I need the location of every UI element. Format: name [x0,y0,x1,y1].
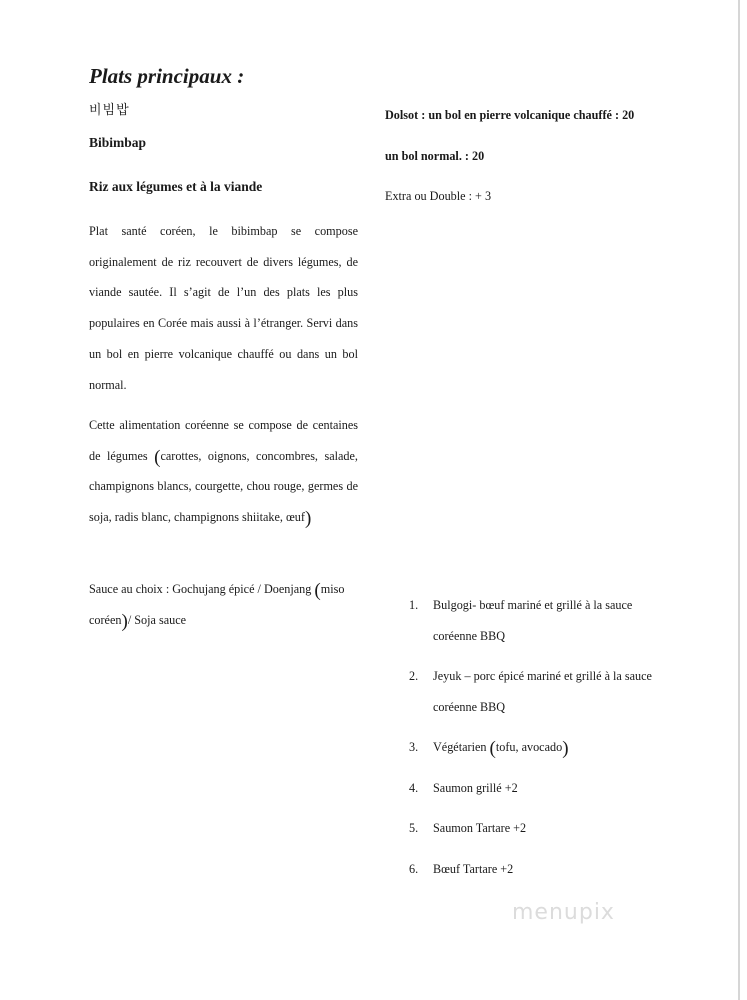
list-item [409,773,659,804]
watermark-logo: menupix [512,900,615,925]
page-edge [738,0,740,1000]
ingredients-intro: Cette alimentation coréenne se compose de centaines de légumes [89,418,358,463]
list-item [409,661,659,722]
paren-close: ) [304,508,312,530]
description-paragraph: Plat santé coréen, le bibimbap se compose originalement de riz recouvert de divers légumes, de viande sautée. Il s’agit de l’un des plats les plus populaires en Corée mais aussi à l’étranger. Servi dans un bol en pierre volcanique chauffé ou dans un bol normal. [89,224,358,392]
dish-name: Bibimbap [89,135,147,150]
meat-options-list [409,590,659,884]
item-number: 2. [409,669,419,683]
sauce-intro: Sauce au choix : Gochujang épicé / Doenjang [89,582,315,596]
korean-dish-name: 비빔밥 [89,103,130,118]
section-title: Plats principaux : [89,64,245,88]
paren-close: ) [121,610,128,632]
item-number: 4. [409,780,419,795]
price-extra: Extra ou Double : + 3 [385,189,492,203]
price-normal: un bol normal. : 20 [385,149,485,163]
list-item [409,732,659,763]
ingredients-paragraph [89,410,358,533]
item-number: 6. [409,861,419,876]
paren-open: ( [489,738,496,759]
dish-subtitle: Riz aux légumes et à la viande [89,179,263,194]
item-text: Végétarien [433,740,490,754]
paren-open: ( [154,446,161,468]
sauce-end: / Soja sauce [127,612,187,627]
item-text: Bœuf Tartare +2 [433,861,514,876]
item-text: Saumon grillé +2 [433,780,518,795]
list-item [409,590,659,651]
item-number: 5. [409,821,419,835]
ingredients-list: carottes, oignons, concombres, salade, champignons blancs, courgette, chou rouge, germes de soja, radis blanc, champignons shiitake, œuf [89,448,358,525]
price-dolsot: Dolsot : un bol en pierre volcanique chauffé : 20 [385,108,635,122]
item-text-paren: tofu, avocado [495,740,563,754]
item-number: 3. [409,740,419,754]
item-text: Saumon Tartare +2 [433,821,527,835]
item-number: 1. [409,598,419,612]
list-item [409,854,659,885]
item-text: Jeyuk – porc épicé mariné et grillé à la sauce coréenne BBQ [433,669,652,714]
sauce-miso: miso coréen [89,582,345,627]
sauce-paragraph [89,574,358,635]
paren-close: ) [562,738,569,759]
item-text: Bulgogi- bœuf mariné et grillé à la sauce coréenne BBQ [433,598,633,643]
list-item [409,813,659,844]
paren-open: ( [314,580,321,601]
